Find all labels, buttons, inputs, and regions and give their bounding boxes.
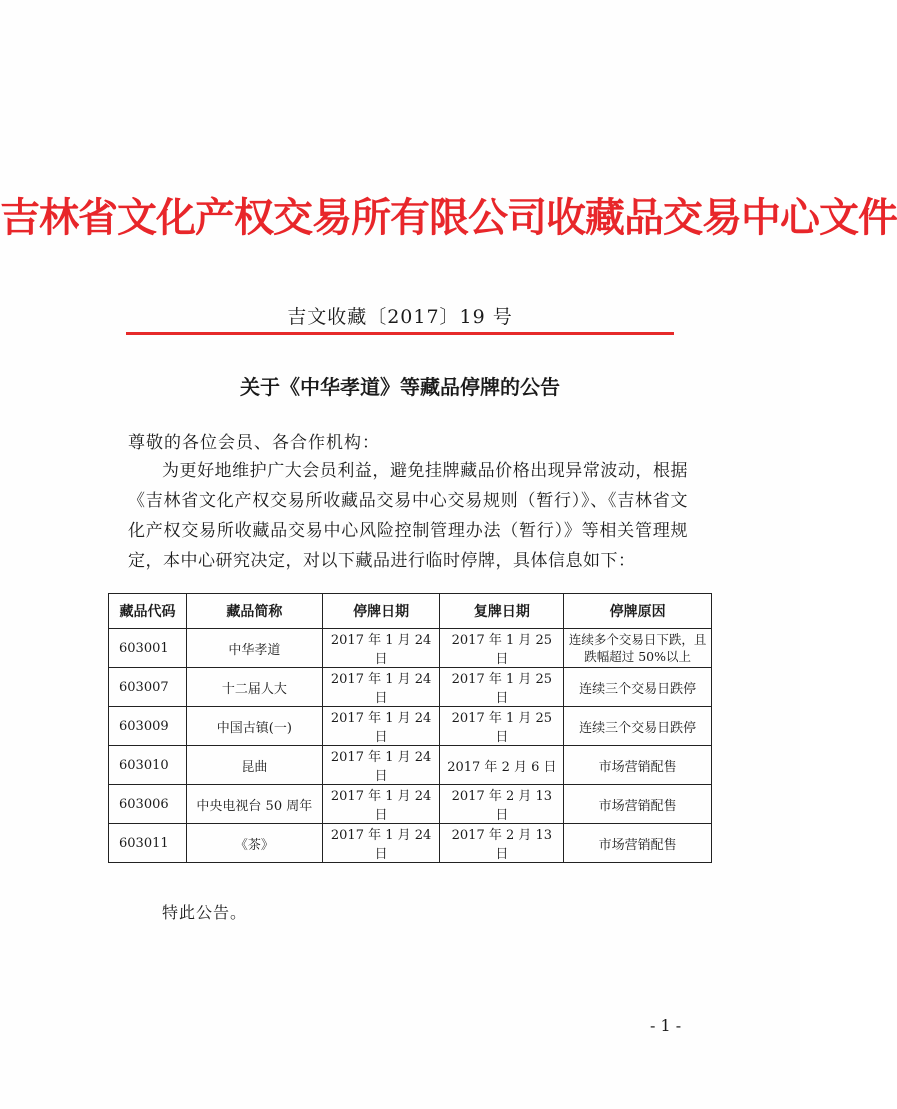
table-row [109, 707, 712, 746]
table-row [109, 629, 712, 668]
header-name: 藏品简称 [186, 594, 322, 629]
cell-resume-date: 2017 年 1 月 25 日 [440, 629, 564, 668]
cell-code: 603011 [109, 824, 187, 863]
cell-reason: 市场营销配售 [564, 785, 712, 824]
cell-resume-date: 2017 年 1 月 25 日 [440, 707, 564, 746]
cell-suspend-date: 2017 年 1 月 24 日 [322, 824, 440, 863]
cell-code: 603007 [109, 668, 187, 707]
cell-name: 中国古镇(一) [186, 707, 322, 746]
cell-suspend-date: 2017 年 1 月 24 日 [322, 746, 440, 785]
notice-title: 关于《中华孝道》等藏品停牌的公告 [240, 375, 560, 399]
cell-code: 603001 [109, 629, 187, 668]
cell-reason: 市场营销配售 [564, 824, 712, 863]
table-row [109, 668, 712, 707]
header-resume-date: 复牌日期 [440, 594, 564, 629]
cell-reason: 连续多个交易日下跌，且跌幅超过 50%以上 [564, 629, 712, 668]
cell-name: 中央电视台 50 周年 [186, 785, 322, 824]
cell-reason: 市场营销配售 [564, 746, 712, 785]
header-suspend-date: 停牌日期 [322, 594, 440, 629]
cell-resume-date: 2017 年 2 月 13 日 [440, 824, 564, 863]
header-code: 藏品代码 [109, 594, 187, 629]
cell-code: 603006 [109, 785, 187, 824]
cell-name: 昆曲 [186, 746, 322, 785]
suspension-table [108, 593, 712, 863]
cell-resume-date: 2017 年 2 月 13 日 [440, 785, 564, 824]
table-row [109, 824, 712, 863]
cell-code: 603009 [109, 707, 187, 746]
document-header-title: 吉林省文化产权交易所有限公司收藏品交易中心文件 [0, 195, 897, 241]
cell-reason: 连续三个交易日跌停 [564, 668, 712, 707]
cell-suspend-date: 2017 年 1 月 24 日 [322, 629, 440, 668]
cell-code: 603010 [109, 746, 187, 785]
cell-reason: 连续三个交易日跌停 [564, 707, 712, 746]
document-number: 吉文收藏〔2017〕19 号 [287, 306, 513, 328]
cell-name: 《茶》 [186, 824, 322, 863]
cell-suspend-date: 2017 年 1 月 24 日 [322, 707, 440, 746]
table-header-row [109, 594, 712, 629]
cell-name: 中华孝道 [186, 629, 322, 668]
header-reason: 停牌原因 [564, 594, 712, 629]
closing-statement: 特此公告。 [162, 903, 248, 922]
table-row [109, 746, 712, 785]
table-row [109, 785, 712, 824]
cell-resume-date: 2017 年 2 月 6 日 [440, 746, 564, 785]
cell-resume-date: 2017 年 1 月 25 日 [440, 668, 564, 707]
notice-body: 为更好地维护广大会员利益，避免挂牌藏品价格出现异常波动，根据《吉林省文化产权交易所收藏品交易中心交易规则（暂行）》、《吉林省文化产权交易所收藏品交易中心风险控制管理办法（暂行）》等相关管理规定，本中心研究决定，对以下藏品进行临时停牌，具体信息如下： [128, 461, 688, 571]
cell-suspend-date: 2017 年 1 月 24 日 [322, 668, 440, 707]
red-divider-rule [126, 332, 674, 335]
page-number: - 1 - [650, 1016, 682, 1035]
cell-suspend-date: 2017 年 1 月 24 日 [322, 785, 440, 824]
cell-name: 十二届人大 [186, 668, 322, 707]
salutation: 尊敬的各位会员、各合作机构： [128, 433, 380, 453]
